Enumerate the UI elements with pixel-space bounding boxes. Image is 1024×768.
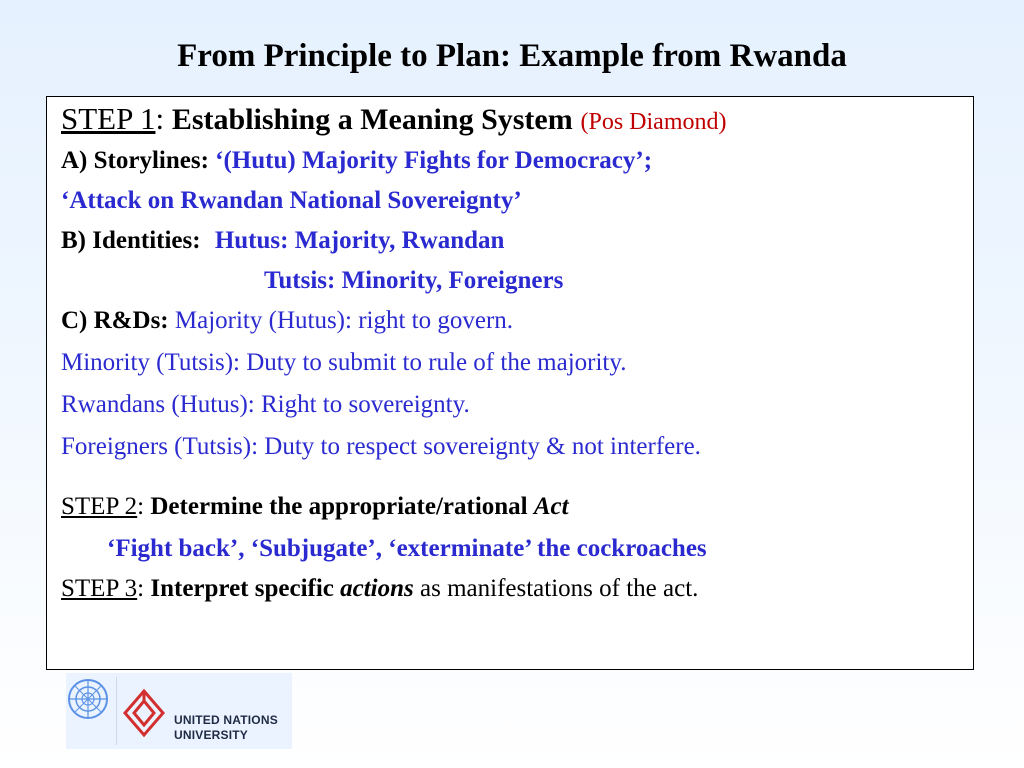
step2-italic: Act bbox=[533, 493, 569, 520]
step3-rest: as manifestations of the act. bbox=[420, 575, 699, 602]
footer-logos bbox=[66, 673, 292, 749]
rds-3: Rwandans (Hutus): Right to sovereignty. bbox=[61, 391, 470, 418]
rds-4: Foreigners (Tutsis): Duty to respect sovereignty & not interfere. bbox=[61, 433, 701, 460]
unu-name-line2: UNIVERSITY bbox=[174, 728, 249, 742]
slide-title: From Principle to Plan: Example from Rwanda bbox=[177, 38, 847, 74]
step1-label: STEP 1 bbox=[61, 101, 156, 136]
step2-detail: ‘Fight back’, ‘Subjugate’, ‘exterminate’ the cockroaches bbox=[107, 535, 707, 562]
rds-line bbox=[61, 307, 513, 335]
step1-note: (Pos Diamond) bbox=[580, 109, 727, 135]
storyline-2: ‘Attack on Rwandan National Sovereignty’ bbox=[61, 187, 522, 214]
step3-line bbox=[61, 575, 698, 603]
step3-colon: : bbox=[137, 575, 145, 602]
logo-divider bbox=[116, 677, 117, 745]
unu-logo-icon bbox=[121, 687, 167, 739]
step2-colon: : bbox=[137, 493, 145, 520]
identities-line bbox=[61, 227, 504, 255]
content-box bbox=[46, 96, 974, 670]
unu-name-line1: UNITED NATIONS bbox=[174, 713, 278, 727]
step2-line bbox=[61, 493, 569, 521]
step2-text: Determine the appropriate/rational bbox=[150, 493, 528, 520]
rds-2: Minority (Tutsis): Duty to submit to rule of the majority. bbox=[61, 349, 627, 376]
identity-1: Hutus: Majority, Rwandan bbox=[214, 227, 505, 254]
identity-2: Tutsis: Minority, Foreigners bbox=[264, 267, 564, 294]
identities-label: B) Identities: bbox=[61, 227, 201, 254]
step3-italic: actions bbox=[340, 575, 414, 602]
step1-heading: Establishing a Meaning System bbox=[171, 103, 573, 136]
step1-colon: : bbox=[155, 101, 165, 136]
step1-line bbox=[61, 101, 726, 137]
rds-1: Majority (Hutus): right to govern. bbox=[174, 307, 514, 334]
un-emblem-icon bbox=[66, 677, 110, 721]
storylines-label: A) Storylines: bbox=[61, 147, 209, 174]
storylines-line bbox=[61, 147, 652, 175]
step2-label: STEP 2 bbox=[61, 493, 138, 520]
rds-label: C) R&Ds: bbox=[61, 307, 169, 334]
step3-text: Interpret specific bbox=[150, 575, 334, 602]
unu-name bbox=[174, 713, 278, 743]
step3-label: STEP 3 bbox=[61, 575, 138, 602]
storyline-1: ‘(Hutu) Majority Fights for Democracy’; bbox=[215, 147, 653, 174]
